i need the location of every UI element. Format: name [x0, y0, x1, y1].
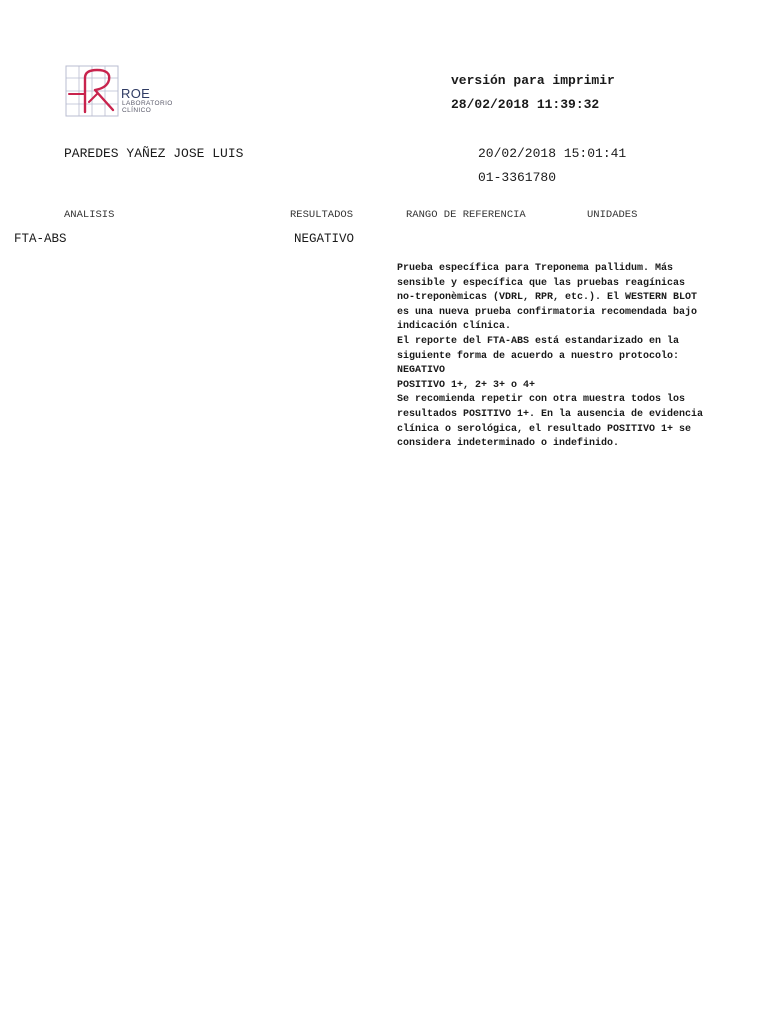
- notes-line: El reporte del FTA-ABS está estandarizado en la: [397, 335, 680, 347]
- patient-name: PAREDES YAÑEZ JOSE LUIS: [64, 146, 244, 161]
- column-header-unidades: UNIDADES: [587, 209, 638, 221]
- notes-line: resultados POSITIVO 1+. En la ausencia de evidencia: [397, 408, 704, 420]
- lab-logo: [65, 64, 177, 118]
- test-notes: [397, 262, 727, 452]
- notes-line: POSITIVO 1+, 2+ 3+ o 4+: [397, 379, 536, 391]
- logo-subtitle: [122, 100, 173, 114]
- notes-line: indicación clínica.: [397, 321, 512, 333]
- column-header-analisis: ANALISIS: [64, 209, 115, 221]
- order-number: 01-3361780: [478, 170, 557, 185]
- notes-line: clínica o serológica, el resultado POSITIVO 1+ se: [397, 423, 692, 435]
- notes-line: NEGATIVO: [397, 365, 446, 377]
- test-name: FTA-ABS: [14, 232, 67, 246]
- logo-subtitle-line-1: LABORATORIO: [122, 100, 173, 107]
- sample-datetime: 20/02/2018 15:01:41: [478, 146, 627, 161]
- notes-line: considera indeterminado o indefinido.: [397, 438, 620, 450]
- test-result: NEGATIVO: [294, 232, 355, 246]
- notes-line: Prueba específica para Treponema pallidum. Más: [397, 263, 674, 274]
- logo-brand-text: ROE: [121, 86, 151, 101]
- print-datetime: 28/02/2018 11:39:32: [451, 97, 600, 112]
- notes-line: siguiente forma de acuerdo a nuestro protocolo:: [397, 350, 680, 362]
- notes-line: es una nueva prueba confirmatoria recomendada bajo: [397, 306, 698, 318]
- column-header-resultados: RESULTADOS: [290, 209, 354, 221]
- notes-line: no-treponèmicas (VDRL, RPR, etc.). El WESTERN BLOT: [397, 292, 698, 304]
- column-header-rango-referencia: RANGO DE REFERENCIA: [406, 209, 526, 221]
- logo-subtitle-line-2: CLÍNICO: [122, 107, 152, 114]
- notes-line: sensible y específica que las pruebas reagínicas: [397, 277, 686, 289]
- notes-line: Se recomienda repetir con otra muestra todos los: [397, 394, 686, 406]
- print-version-title: versión para imprimir: [451, 73, 615, 88]
